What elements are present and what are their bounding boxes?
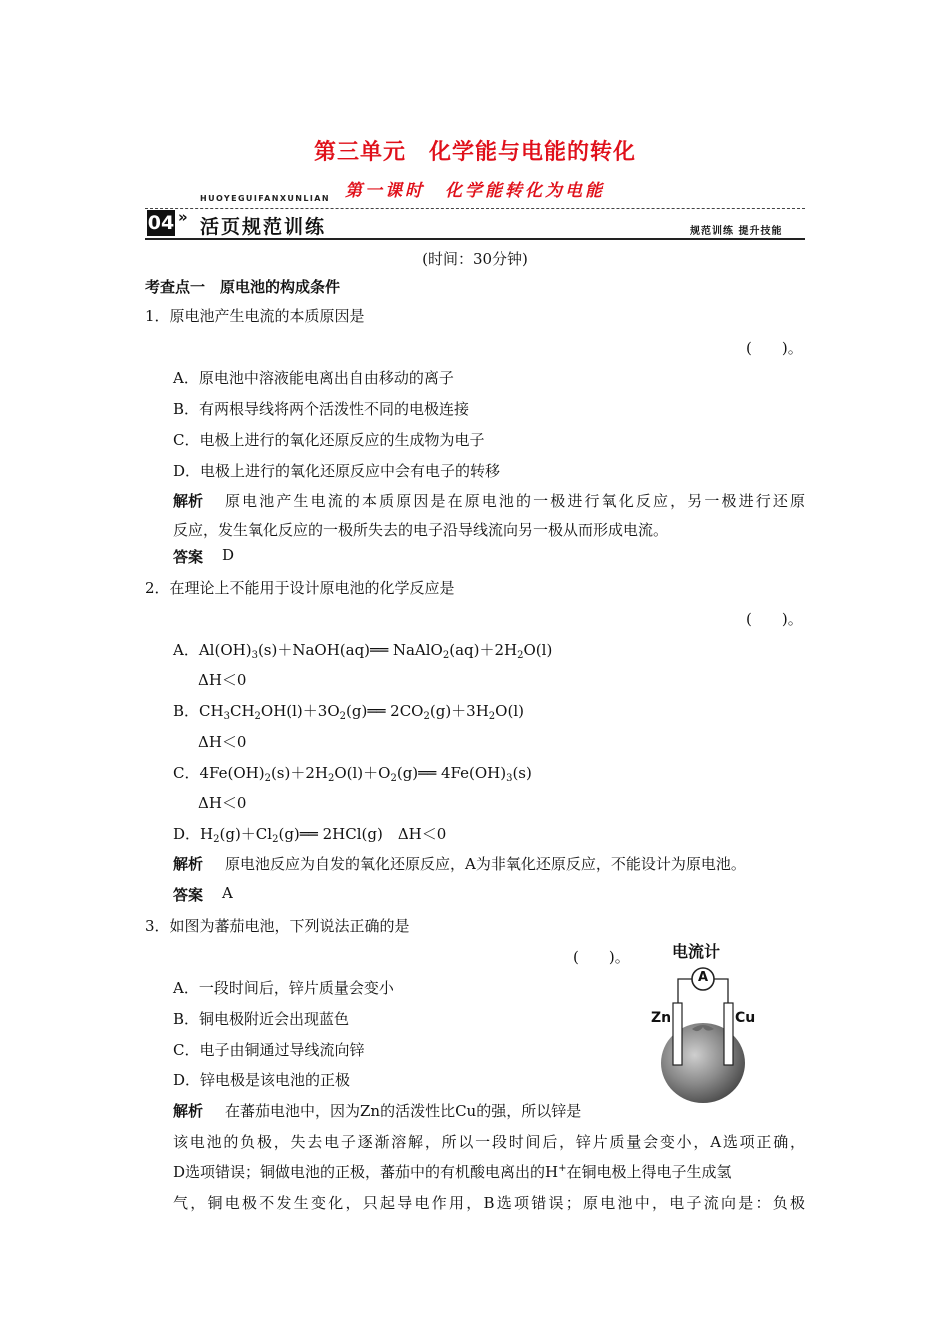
q1-analysis-line2: 反应，发生氧化反应的一极所失去的电子沿导线流向另一极从而形成电流。 (173, 521, 669, 539)
zinc-label: Zn (651, 1010, 672, 1026)
q2-answer: A (222, 884, 233, 902)
q1-blank: ( )。 (746, 339, 803, 357)
q1-option-d: D．电极上进行的氧化还原反应中会有电子的转移 (173, 462, 501, 480)
ammeter-caption: 电流计 (672, 942, 721, 961)
ammeter-symbol: A (697, 970, 709, 985)
q2-option-d: D．$H_2(g)+Cl_2(g)══$ 2HCl(g) ΔH＜0 (173, 825, 447, 845)
q3-analysis-line2: 该电池的负极，失去电子逐渐溶解，所以一段时间后，锌片质量会变小，A选项正确， (173, 1133, 805, 1151)
banner-rule (145, 238, 805, 240)
tomato-battery-figure (640, 935, 770, 1115)
chevron-icon: » (178, 208, 188, 226)
banner-title: 活页规范训练 (200, 216, 327, 238)
q2-analysis-label: 解析 (173, 855, 204, 873)
q3-analysis-line4: 气，铜电极不发生变化，只起导电作用，B选项错误；原电池中，电子流向是：负极 (173, 1194, 805, 1212)
q1-option-c: C．电极上进行的氧化还原反应的生成物为电子 (173, 431, 485, 449)
q1-answer: D (222, 546, 235, 564)
q3-option-c: C．电子由铜通过导线流向锌 (173, 1041, 365, 1059)
q3-analysis-line3: D选项错误；铜做电池的正极，蕃茄中的有机酸电离出的H+在铜电极上得电子生成氢 (173, 1163, 732, 1181)
copper-label: Cu (735, 1010, 756, 1026)
zinc-electrode (673, 1003, 682, 1065)
page-title: 第三单元 化学能与电能的转化 (313, 140, 636, 165)
time-note: (时间：30分钟) (422, 250, 528, 268)
q2-option-c-enthalpy: ΔH＜0 (198, 794, 247, 812)
q1-option-a: A．原电池中溶液能电离出自由移动的离子 (173, 369, 454, 387)
q1-option-b: B．有两根导线将两个活泼性不同的电极连接 (173, 400, 470, 418)
banner-pinyin: HUOYEGUIFANXUNLIAN (200, 194, 330, 203)
q2-option-a-enthalpy: ΔH＜0 (198, 671, 247, 689)
banner-dashed-rule (145, 208, 805, 209)
q3-blank: ( )。 (573, 948, 630, 966)
q1-answer-label: 答案 (173, 548, 204, 566)
q3-analysis-line1: 在蕃茄电池中，因为Zn的活泼性比Cu的强，所以锌是 (225, 1102, 582, 1120)
q1-stem: 1．原电池产生电流的本质原因是 (145, 307, 365, 325)
q2-answer-label: 答案 (173, 886, 204, 904)
q1-analysis-line1: 原电池产生电流的本质原因是在原电池的一极进行氧化反应，另一极进行还原 (225, 492, 805, 510)
q2-option-b: B．$CH_3CH_2OH(l)+3O_2(g)══$ $2CO_2(g)+3H_2O(l)$ (173, 702, 524, 722)
banner-number-badge: 04 (147, 212, 175, 234)
q3-stem: 3．如图为蕃茄电池，下列说法正确的是 (145, 917, 410, 935)
q2-stem: 2．在理论上不能用于设计原电池的化学反应是 (145, 579, 455, 597)
q2-option-a: A．$Al(OH)_3(s)+NaOH(aq)══$ $NaAlO_2(aq)+2H_2O(l)$ (173, 641, 553, 661)
q3-option-a: A．一段时间后，锌片质量会变小 (173, 979, 394, 997)
q2-blank: ( )。 (746, 610, 803, 628)
q3-option-b: B．铜电极附近会出现蓝色 (173, 1010, 350, 1028)
q1-analysis-label: 解析 (173, 492, 204, 510)
q2-option-c: C．$4Fe(OH)_2(s)+2H_2O(l)+O_2(g)══$ $4Fe(OH)_3(s)$ (173, 764, 532, 784)
q3-option-d: D．锌电极是该电池的正极 (173, 1071, 351, 1089)
q2-option-b-enthalpy: ΔH＜0 (198, 733, 247, 751)
page-subtitle: 第一课时 化学能转化为电能 (345, 181, 605, 201)
section-heading: 考查点一 原电池的构成条件 (145, 278, 341, 296)
banner-slogan: 规范训练 提升技能 (690, 226, 783, 237)
q2-analysis-line1: 原电池反应为自发的氧化还原反应，A为非氧化还原反应，不能设计为原电池。 (225, 855, 746, 873)
q3-analysis-label: 解析 (173, 1102, 204, 1120)
copper-electrode (724, 1003, 733, 1065)
